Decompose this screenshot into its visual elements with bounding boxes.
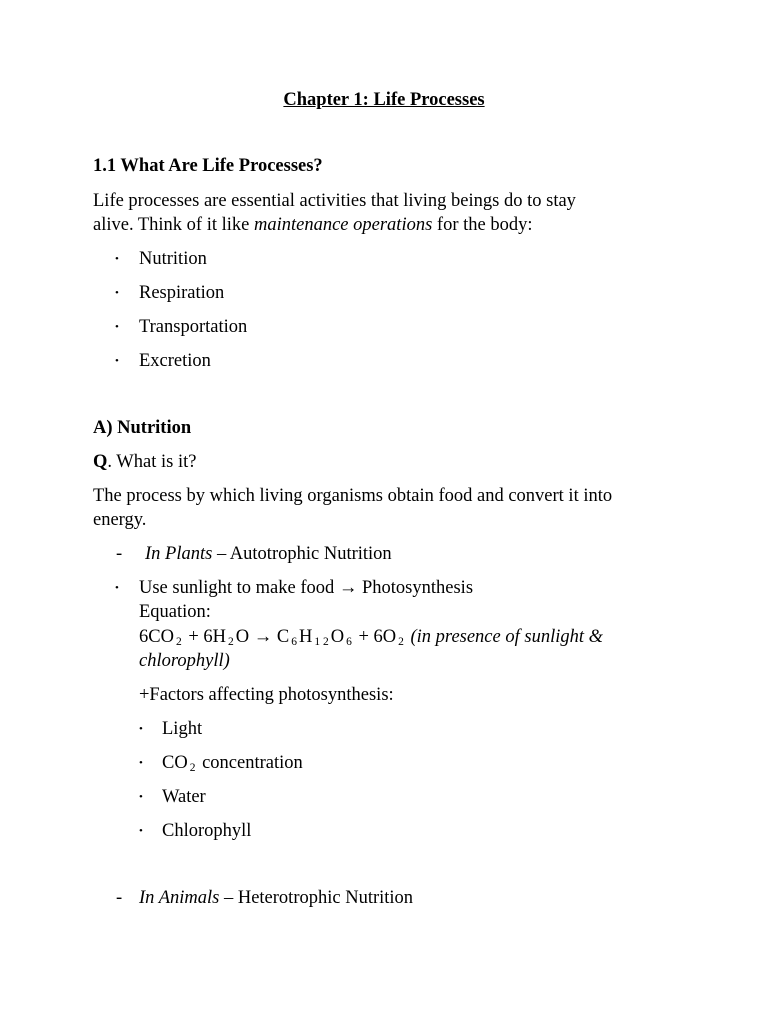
section-heading-life-processes: 1.1 What Are Life Processes? xyxy=(93,156,323,176)
list-item-excretion: Excretion xyxy=(139,351,211,371)
plants-description: – Autotrophic Nutrition xyxy=(212,544,392,564)
intro-text-end: for the body: xyxy=(432,215,533,235)
question-label: Q xyxy=(93,452,108,472)
animals-label: In Animals xyxy=(139,888,220,908)
eq-term: + 6O xyxy=(353,627,397,647)
bullet-icon: • xyxy=(115,253,119,265)
factor-chlorophyll: Chlorophyll xyxy=(162,821,252,841)
eq-subscript: 2 xyxy=(398,636,404,648)
section-heading-nutrition: A) Nutrition xyxy=(93,418,192,438)
intro-paragraph-line1: Life processes are essential activities that living beings do to stay xyxy=(93,191,576,211)
eq-note-line2: chlorophyll) xyxy=(139,651,230,671)
list-item-nutrition: Nutrition xyxy=(139,249,207,269)
factor-co2 xyxy=(162,751,303,775)
chapter-title: Chapter 1: Life Processes xyxy=(283,90,485,110)
eq-term: 6CO xyxy=(139,627,174,647)
bullet-icon: • xyxy=(139,825,143,837)
equation-label: Equation: xyxy=(139,602,211,622)
intro-text: alive. Think of it like xyxy=(93,215,254,235)
dash-marker: - xyxy=(116,544,123,564)
eq-term: O xyxy=(330,627,345,647)
photosynthesis-line: Use sunlight to make food → Photosynthesis xyxy=(139,578,474,598)
co2-concentration-text: concentration xyxy=(197,753,303,773)
bullet-icon: • xyxy=(139,757,143,769)
eq-term: H xyxy=(298,627,313,647)
co2-text: CO xyxy=(162,753,188,773)
bullet-icon: • xyxy=(115,582,119,594)
question-text: . What is it? xyxy=(107,452,197,472)
bullet-icon: • xyxy=(115,321,119,333)
bullet-icon: • xyxy=(139,723,143,735)
intro-paragraph-line2 xyxy=(93,213,532,237)
eq-subscript: 6 xyxy=(291,636,297,648)
eq-term: + 6H xyxy=(183,627,226,647)
photosynthesis-equation xyxy=(139,625,603,649)
eq-subscript: 2 xyxy=(228,636,234,648)
plants-label: In Plants xyxy=(145,544,213,564)
animals-description: – Heterotrophic Nutrition xyxy=(219,888,414,908)
eq-subscript: 2 xyxy=(175,636,182,648)
bullet-icon: • xyxy=(139,791,143,803)
eq-subscript: 6 xyxy=(346,636,352,648)
eq-subscript: 1 2 xyxy=(314,636,329,648)
factors-heading: +Factors affecting photosynthesis: xyxy=(139,685,394,705)
dash-marker: - xyxy=(116,888,123,908)
factor-light: Light xyxy=(162,719,203,739)
bullet-icon: • xyxy=(115,355,119,367)
definition-line2: energy. xyxy=(93,510,147,530)
factor-water: Water xyxy=(162,787,206,807)
intro-emphasis: maintenance operations xyxy=(254,215,433,235)
list-item-transportation: Transportation xyxy=(139,317,248,337)
question-line xyxy=(93,450,196,474)
definition-line1: The process by which living organisms obtain food and convert it into xyxy=(93,486,613,506)
plants-subheading xyxy=(145,542,392,566)
animals-subheading xyxy=(139,886,413,910)
list-item-respiration: Respiration xyxy=(139,283,225,303)
co2-subscript: 2 xyxy=(189,762,196,774)
eq-term: O → C xyxy=(235,627,290,647)
bullet-icon: • xyxy=(115,287,119,299)
eq-note: (in presence of sunlight & xyxy=(410,627,604,647)
